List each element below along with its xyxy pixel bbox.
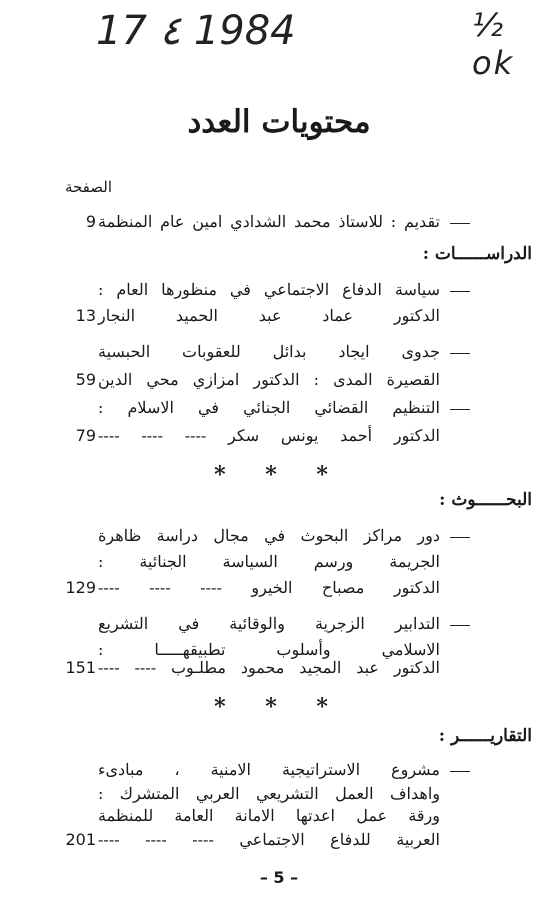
- toc-entry-line: الجريمة ورسم السياسة الجنائية :: [98, 552, 440, 571]
- toc-entry-line: الدكتور مصباح الخيرو ---- ---- ----: [98, 578, 440, 597]
- handwritten-reference: 17 ٤ 1984: [96, 8, 296, 54]
- toc-entry-line: التنظيم القضائي الجنائي في الاسلام :: [98, 398, 440, 417]
- toc-entry-line: العربية للدفاع الاجتماعي ---- ---- ----: [98, 830, 440, 849]
- toc-entry-line: الدكتور عبد المجيد محمود مطلـوب ---- ----: [98, 658, 440, 677]
- toc-entry-line: الدكتور أحمد يونس سكر ---- ---- ----: [98, 426, 440, 445]
- section-separator-stars: * * *: [214, 694, 344, 720]
- toc-page-number: 13: [75, 306, 96, 325]
- toc-entry-line: الدكتور عماد عبد الحميد النجار: [98, 306, 440, 325]
- toc-entry-line: دور مراكز البحوث في مجال دراسة ظاهرة: [98, 526, 440, 545]
- page-title: محتويات العدد: [187, 104, 371, 140]
- page-column-label: الصفحة: [64, 178, 112, 196]
- toc-entry-line: واهداف العمل التشريعي العربي المتشرك :: [98, 784, 440, 803]
- section-heading-reports: التقاريــــــر :: [438, 726, 532, 746]
- handwritten-mark: ½ ok: [472, 6, 515, 82]
- toc-entry-line: مشروع الاستراتيجية الامنية ، مبادىء: [98, 760, 440, 779]
- toc-page-number: 9: [85, 212, 96, 231]
- toc-entry-line: ورقة عمل اعدتها الامانة العامة للمنظمة: [98, 806, 440, 825]
- toc-page-number: 79: [75, 426, 96, 445]
- toc-entry-line: الاسلامي وأسلوب تطبيقهـــــا :: [98, 640, 440, 659]
- toc-entry-line: القصيرة المدى : الدكتور امزازي محي الدين: [98, 370, 440, 389]
- toc-entry-line: التدابير الزجرية والوقائية في التشريع: [98, 614, 440, 633]
- section-heading-research: البحــــــوث :: [439, 490, 532, 510]
- section-heading-studies: الدراســــــات :: [422, 244, 532, 264]
- page-number-footer: – 5 –: [259, 868, 299, 887]
- toc-page-number: 151: [65, 658, 96, 677]
- toc-page-number: 129: [65, 578, 96, 597]
- toc-page-number: 201: [65, 830, 96, 849]
- toc-entry-line: جدوى ايجاد بدائل للعقوبات الحبسية: [98, 342, 440, 361]
- toc-page-number: 59: [75, 370, 96, 389]
- section-separator-stars: * * *: [214, 462, 344, 488]
- toc-entry-line: سياسة الدفاع الاجتماعي في منظورها العام :: [98, 280, 440, 299]
- toc-entry-line: تقديم : للاستاذ محمد الشدادي امين عام المنظمة: [98, 212, 440, 231]
